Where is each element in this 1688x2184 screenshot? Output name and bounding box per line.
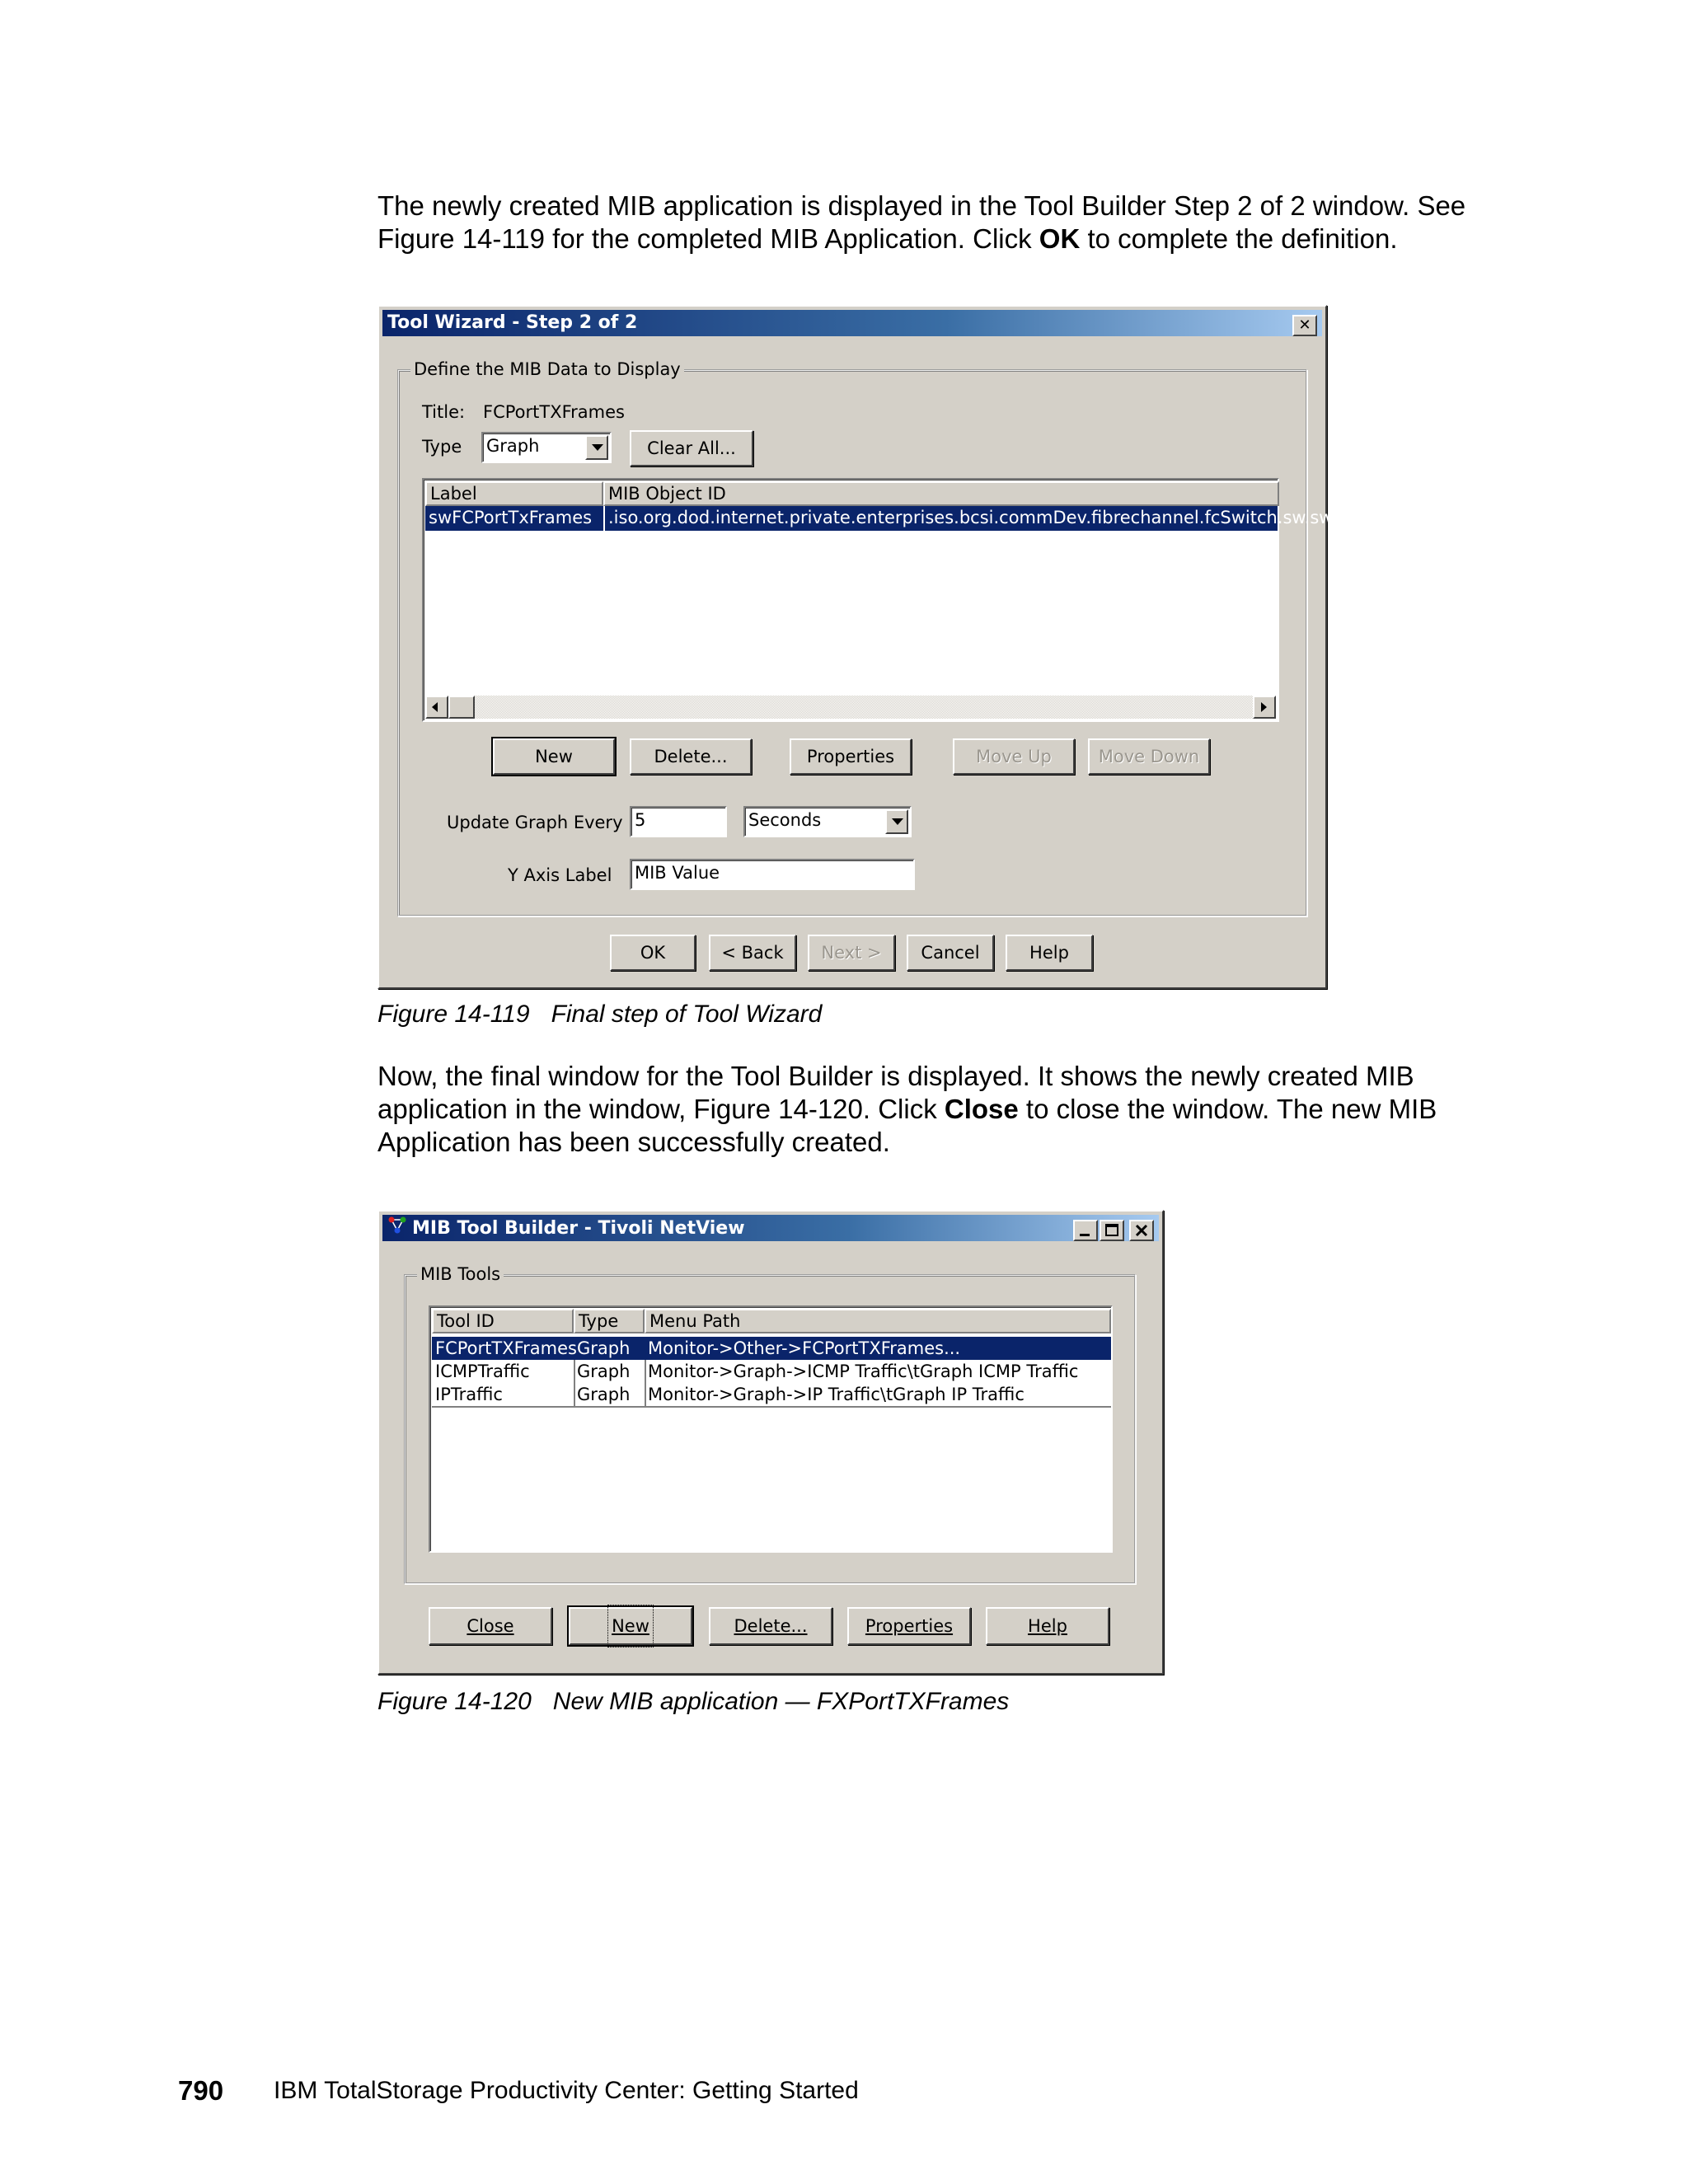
figure-caption-120: Figure 14-120 New MIB application — FXPortTXFrames [377,1688,1010,1715]
help-button[interactable]: Help [986,1607,1109,1645]
col-header-mib-object-id[interactable]: MIB Object ID [603,481,1279,506]
type-cell: Graph [577,1385,631,1404]
type-select-value: Graph [486,436,540,456]
chevron-down-icon[interactable] [885,809,908,834]
menu-path-cell: Monitor->Other->FCPortTXFrames... [648,1338,961,1358]
delete-button[interactable]: Delete... [709,1607,832,1645]
horizontal-scrollbar[interactable] [425,696,1276,719]
book-title: IBM TotalStorage Productivity Center: Getting Started [274,2077,859,2104]
scroll-thumb[interactable] [448,696,475,719]
row-label-cell[interactable]: swFCPortTxFrames [425,506,603,531]
table-row[interactable] [432,1360,1111,1383]
properties-button[interactable]: Properties [790,738,912,775]
mib-object-list[interactable] [422,478,1356,722]
y-axis-label: Y Axis Label [508,865,612,885]
define-mib-group [397,359,1356,916]
ok-button[interactable]: OK [610,935,696,971]
col-header-label[interactable]: Label [425,481,603,506]
define-mib-group-label: Define the MIB Data to Display [410,358,684,381]
menu-path-cell: Monitor->Graph->ICMP Traffic\tGraph ICMP Traffic [648,1361,1079,1381]
tool-id-cell: FCPortTXFrames [435,1338,577,1358]
properties-button[interactable]: Properties [847,1607,971,1645]
table-row[interactable] [432,1337,1111,1360]
update-unit-value: Seconds [748,810,822,830]
maximize-icon[interactable] [1100,1220,1124,1241]
type-cell: Graph [577,1361,631,1381]
move-up-button[interactable]: Move Up [953,738,1075,775]
row-oid-cell[interactable]: .iso.org.dod.internet.private.enterprises.bcsi.commDev.fibrechannel.fcSwitch.sw.swFC [603,506,1278,531]
type-cell: Graph [577,1338,631,1358]
intro-paragraph: The newly created MIB application is displayed in the Tool Builder Step 2 of 2 window. See Figure 14-119 for the completed MIB Application. Click OK to complete the definition. [377,190,1466,254]
update-graph-label: Update Graph Every [447,813,623,832]
second-paragraph: Now, the final window for the Tool Builder is displayed. It shows the newly created MIB application in the window, Figure 14-120. Click Close to close the window. The new MIB Application has been successfully created. [377,1061,1437,1157]
type-select[interactable] [481,432,612,463]
update-interval-input[interactable]: 5 [630,806,727,837]
mib-tools-list[interactable] [429,1305,1113,1553]
tool-wizard-window [377,305,1356,989]
title-label: Title: [422,402,466,422]
minimize-icon[interactable] [1073,1220,1098,1241]
row-divider [432,1406,1111,1408]
table-row[interactable] [432,1383,1111,1406]
menu-path-cell: Monitor->Graph->IP Traffic\tGraph IP Traffic [648,1385,1025,1404]
new-button[interactable]: New [493,738,615,775]
column-divider [574,1360,575,1406]
col-header-menu-path[interactable]: Menu Path [645,1309,1111,1333]
y-axis-input[interactable]: MIB Value [630,859,915,890]
help-button[interactable]: Help [1006,935,1093,971]
figure-caption-119: Figure 14-119 Final step of Tool Wizard [377,1001,823,1028]
scroll-right-icon[interactable] [1253,696,1276,719]
col-header-type[interactable]: Type [574,1309,645,1333]
builder-title-bar [382,1215,1159,1241]
next-button[interactable]: Next > [808,935,895,971]
close-icon[interactable] [1129,1220,1154,1241]
chevron-down-icon[interactable] [585,435,608,460]
tool-id-cell: IPTraffic [435,1385,503,1404]
title-value: FCPortTXFrames [483,402,625,422]
close-button[interactable]: Close [429,1607,552,1645]
move-down-button[interactable]: Move Down [1088,738,1210,775]
mib-tools-group-label: MIB Tools [417,1263,504,1286]
cancel-button[interactable]: Cancel [907,935,994,971]
page-number: 790 [178,2075,224,2106]
delete-button[interactable]: Delete... [630,738,752,775]
new-button[interactable]: New [569,1607,692,1645]
mib-tool-builder-window [377,1210,1164,1675]
type-label: Type [422,437,462,457]
builder-title: MIB Tool Builder - Tivoli NetView [412,1218,745,1239]
tool-id-cell: ICMPTraffic [435,1361,530,1381]
col-header-tool-id[interactable]: Tool ID [432,1309,574,1333]
wizard-title-bar [382,310,1322,336]
update-unit-select[interactable] [743,806,912,837]
netview-app-icon [387,1215,407,1243]
scroll-left-icon[interactable] [425,696,448,719]
mib-tools-group [404,1264,1136,1584]
close-icon[interactable]: ✕ [1292,315,1317,336]
clear-all-button[interactable]: Clear All... [630,430,753,466]
back-button[interactable]: < Back [709,935,796,971]
wizard-title: Tool Wizard - Step 2 of 2 [387,312,638,333]
column-divider [645,1360,646,1406]
